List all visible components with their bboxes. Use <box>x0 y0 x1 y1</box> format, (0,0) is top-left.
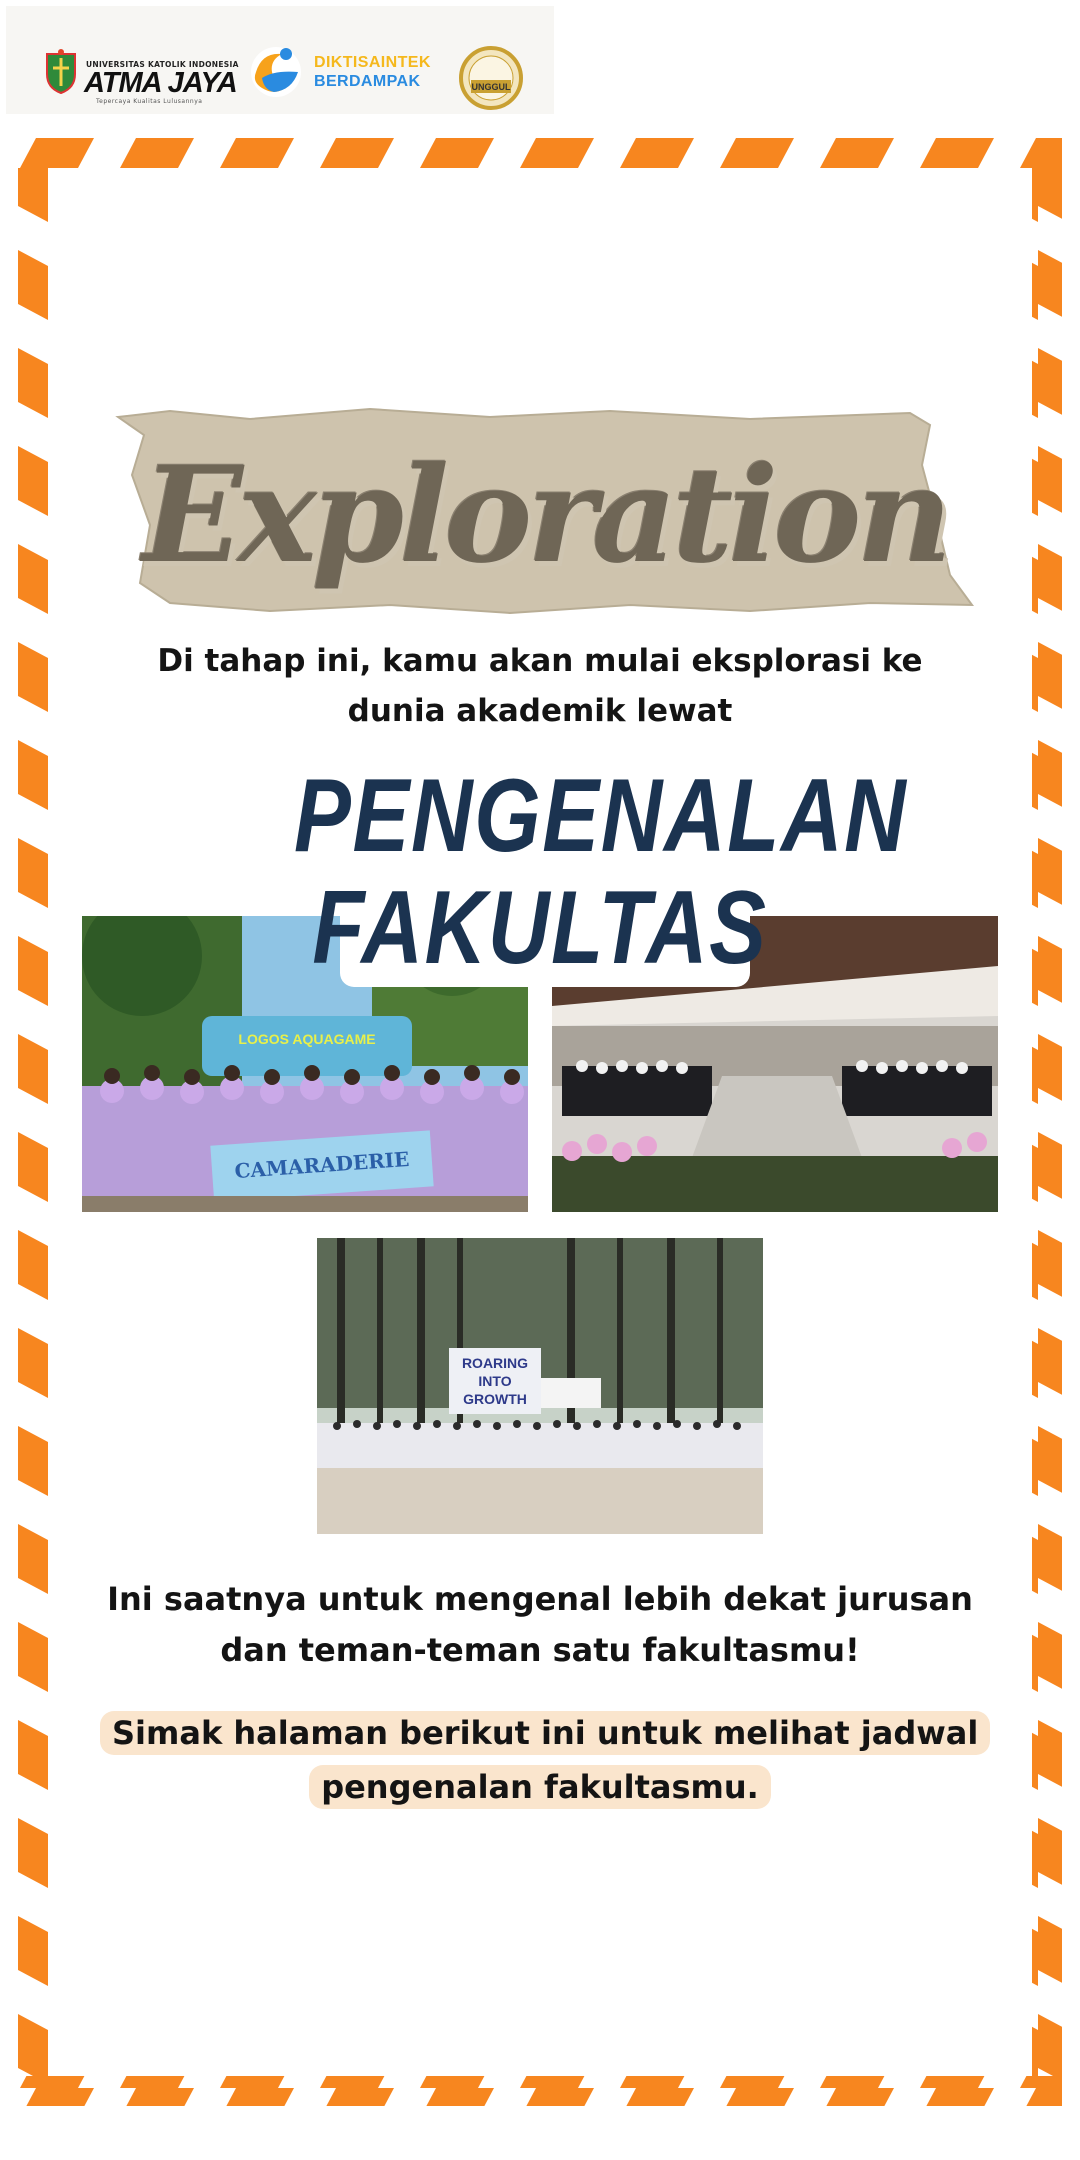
atma-jaya-crest-icon <box>44 48 78 94</box>
schedule-note <box>100 1706 980 1814</box>
diktisaintek-mark-icon <box>248 42 304 98</box>
unggul-accreditation-badge <box>454 42 528 114</box>
roaring-banner-line2: INTO <box>478 1373 512 1389</box>
roaring-banner-line3: GROWTH <box>463 1391 527 1407</box>
atma-jaya-tagline: Tepercaya Kualitas Lulusannya <box>96 98 203 105</box>
camaraderie-banner-text: CAMARADERIE <box>233 1146 411 1184</box>
roaring-banner-line1: ROARING <box>461 1355 529 1371</box>
atma-jaya-logo <box>36 34 239 108</box>
diktisaintek-line1: DIKTISAINTEK <box>314 54 431 71</box>
logo-bar <box>6 6 554 114</box>
closing-text: Ini saatnya untuk mengenal lebih dekat jurusan dan teman-teman satu fakultasmu! <box>107 1580 973 1669</box>
exploration-title: Exploration <box>142 438 948 593</box>
intro-text: Di tahap ini, kamu akan mulai eksplorasi ke dunia akademik lewat <box>157 643 923 729</box>
diktisaintek-logo <box>248 40 438 104</box>
aquagame-sign: LOGOS AQUAGAME <box>238 1031 376 1047</box>
schedule-note-text: Simak halaman berikut ini untuk melihat jadwal pengenalan fakultasmu. <box>100 1711 990 1809</box>
photo-forest-group <box>317 1238 763 1534</box>
unggul-label: UNGGUL <box>471 82 511 92</box>
highlight-line2: FAKULTAS <box>312 870 768 986</box>
exploration-banner <box>110 405 980 620</box>
atma-jaya-name: ATMA JAYA <box>84 67 237 99</box>
highlight-line1: PENGENALAN <box>294 758 908 874</box>
pengenalan-fakultas-title <box>294 758 908 986</box>
laurel-badge-icon <box>454 42 528 114</box>
atma-jaya-top-line: UNIVERSITAS KATOLIK INDONESIA <box>86 60 239 69</box>
diktisaintek-line2: BERDAMPAK <box>314 73 421 90</box>
